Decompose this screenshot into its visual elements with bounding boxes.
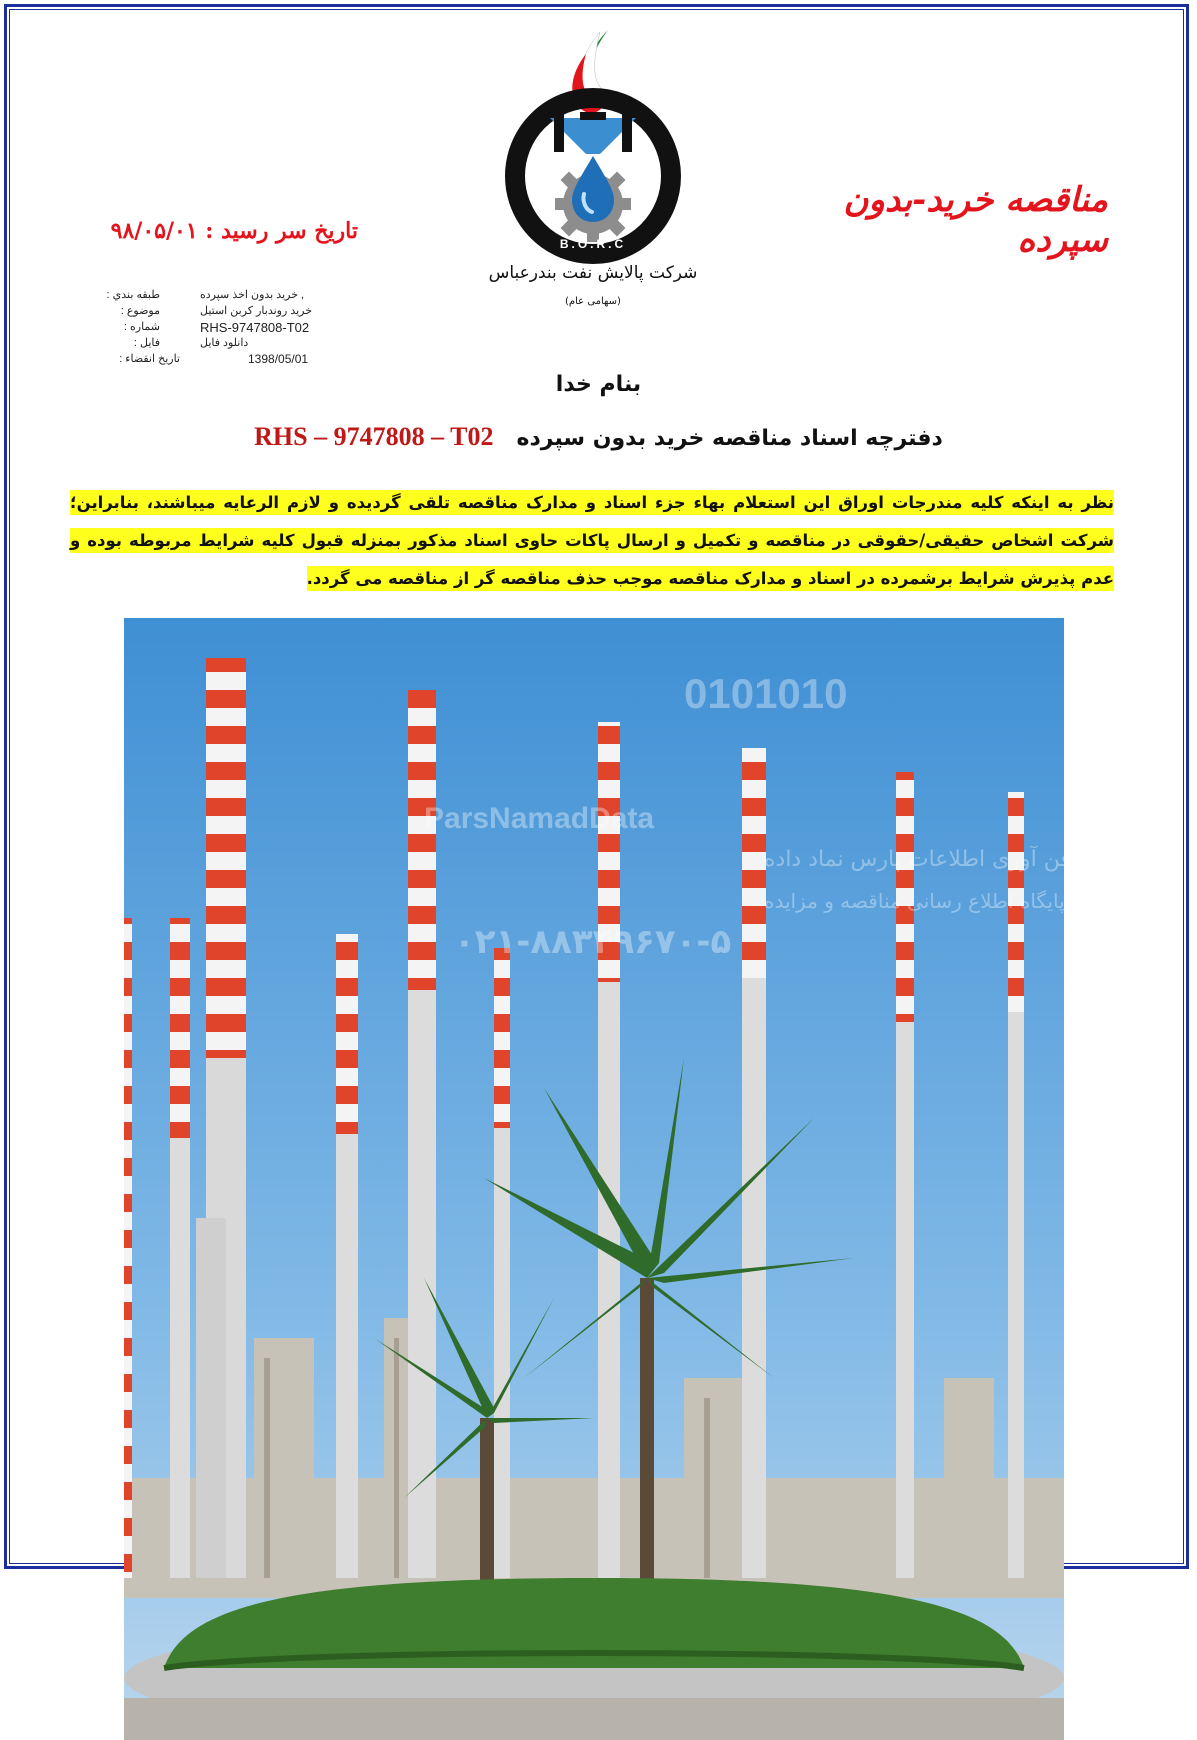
meta-row-subject [100, 304, 360, 320]
download-file-link[interactable]: دانلود فايل [200, 337, 249, 349]
meta-label: موضوع : [120, 305, 160, 317]
notice-paragraph [70, 484, 1114, 598]
meta-label: شماره : [123, 321, 160, 333]
notice-text: نظر به اینکه کلیه مندرجات اوراق این استعلام بهاء جزء اسناد و مدارک مناقصه تلقی گردیده و لازم الرعایه میباشند، بنابراین؛ شرکت اشخاص حقیقی/حقوقی در مناقصه و تکمیل و ارسال پاکات حاوی اسناد مذکور بمنزله قبول کلیه شرایط مربوطه بوده و عدم پذیرش شرایط برشمرده در اسناد و مدارک مناقصه موجب حذف مناقصه گر از مناقصه می گردد. [70, 490, 1114, 591]
watermark-fa-line1: مرکز فن آوری اطلاعات پارس نماد داده [764, 847, 1125, 872]
meta-value: RHS-9747808-T02 [200, 320, 310, 335]
meta-value: , خريد بدون اخذ سپرده [200, 289, 305, 301]
meta-value: 1398/05/01 [248, 352, 309, 366]
document-code: RHS – 9747808 – T02 [254, 422, 494, 451]
watermark-fa-line2: پایگاه اطلاع رسانی مناقصه و مزایده [764, 889, 1065, 913]
meta-row-category [100, 288, 360, 304]
meta-label: طبقه بندي : [106, 289, 160, 301]
tender-type-stamp: مناقصه خرید-بدون سپرده [843, 180, 1108, 260]
logo-latin-text: B.O.R.C [559, 237, 627, 251]
meta-row-file [100, 336, 360, 352]
borc-logo [488, 26, 698, 316]
meta-row-number [100, 320, 360, 336]
tender-meta-block [100, 288, 360, 368]
logo-company-text: شرکت پالایش نفت بندرعباس [488, 263, 698, 283]
watermark-latin: ParsNamadData [424, 802, 655, 835]
meta-label: فايل : [133, 337, 160, 349]
meta-row-expiry [100, 352, 360, 368]
logo-sub-text: (سهامی عام) [565, 296, 621, 307]
basmala-heading: بنام خدا [555, 372, 642, 397]
watermark-phone: ۰۲۱-۸۸۳۴۹۶۷۰-۵ [454, 922, 732, 962]
meta-label: تاريخ انقضاء : [119, 353, 180, 365]
document-title-text: دفترچه اسناد مناقصه خرید بدون سپرده [516, 426, 943, 451]
document-title [0, 422, 1197, 452]
refinery-photo [124, 618, 1125, 1740]
deadline-date: تاریخ سر رسید : ۹۸/۰۵/۰۱ [110, 218, 358, 244]
meta-value: خريد روندبار كربن استيل [200, 305, 313, 317]
watermark-digits: 0101010 [684, 670, 848, 717]
